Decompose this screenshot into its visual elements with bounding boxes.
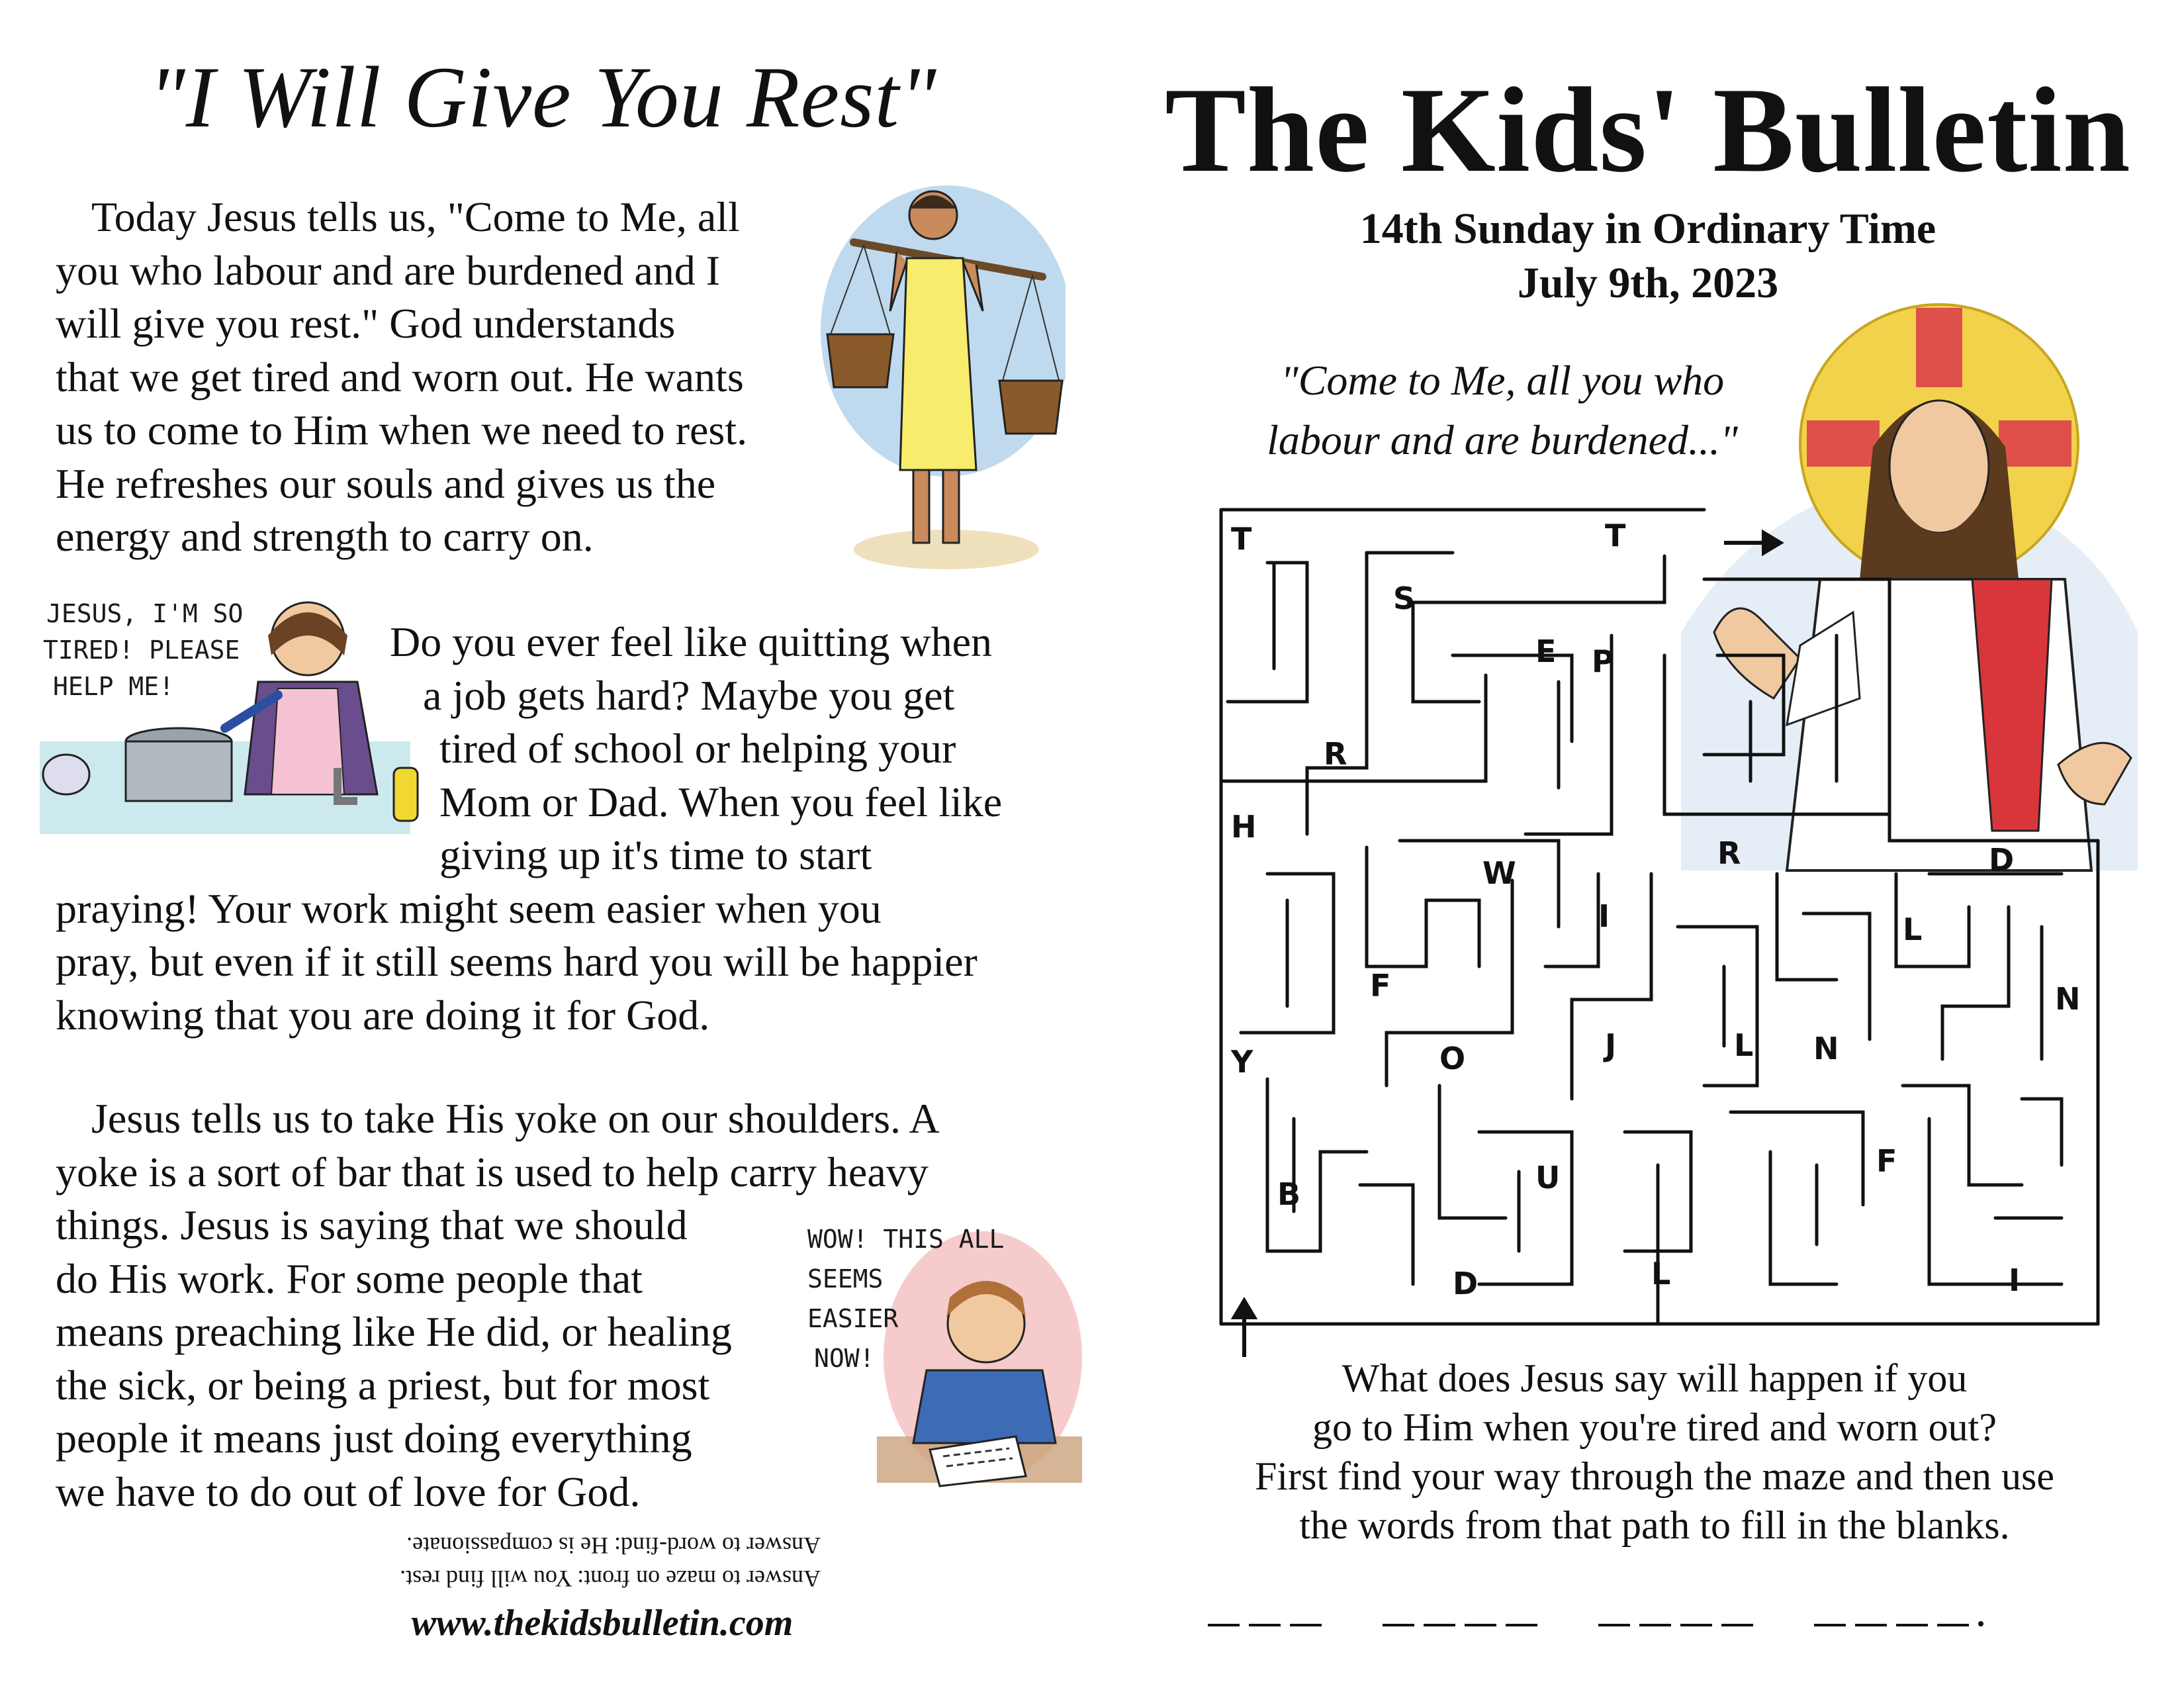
maze-letter: N (1813, 1031, 1839, 1066)
maze-puzzle[interactable] (1201, 503, 2115, 1364)
maze-letter: L (1903, 912, 1923, 947)
maze-letter: R (1324, 736, 1347, 772)
maze-letter: R (1717, 835, 1741, 871)
question-line: the words from that path to fill in the blanks. (1299, 1503, 2010, 1547)
answer-maze: Answer to maze on front: You will find rest. (400, 1566, 821, 1592)
quote-line: "Come to Me, all you who (1280, 357, 1725, 404)
text-line: Mom or Dad. When you feel like (439, 778, 1003, 825)
maze-letter: F (1370, 968, 1391, 1004)
bubble-line: TIRED! PLEASE (43, 635, 240, 665)
text-line: will give you rest." God understands (56, 300, 676, 347)
text-line: do His work. For some people that (56, 1254, 643, 1302)
maze-letter: L (1734, 1027, 1754, 1063)
maze-letter: D (1989, 842, 2015, 878)
text-line: tired of school or helping your (439, 725, 956, 772)
maze-letter: Y (1231, 1044, 1253, 1080)
website-link[interactable]: www.thekidsbulletin.com (411, 1603, 794, 1644)
text-line: a job gets hard? Maybe you get (423, 671, 955, 719)
bulletin-title: The Kids' Bulletin (1165, 62, 2131, 197)
text-line: we have to do out of love for God. (56, 1468, 641, 1515)
liturgical-day: 14th Sunday in Ordinary Time (1359, 205, 1936, 253)
maze-exit-arrow (1724, 533, 1780, 553)
maze-start-arrow (1234, 1301, 1254, 1357)
question-line: go to Him when you're tired and worn out? (1312, 1405, 1997, 1449)
maze-letter: D (1453, 1266, 1479, 1301)
text-line: yoke is a sort of bar that is used to help carry heavy (56, 1148, 929, 1196)
maze-letter: E (1535, 633, 1557, 669)
answer-blanks[interactable] (1201, 1585, 2128, 1652)
maze-letter: P (1592, 643, 1614, 679)
bulletin-date: July 9th, 2023 (1517, 259, 1779, 307)
sentence-period (1978, 1621, 1983, 1626)
maze-letter: T (1605, 518, 1626, 553)
text-line: us to come to Him when we need to rest. (56, 406, 748, 453)
left-page-title: "I Will Give You Rest" (148, 48, 937, 146)
text-line: means preaching like He did, or healing (56, 1308, 732, 1355)
text-line: pray, but even if it still seems hard you will be happier (56, 938, 978, 985)
text-line: things. Jesus is saying that we should (56, 1201, 688, 1248)
maze-letter: T (1231, 521, 1252, 557)
text-line: giving up it's time to start (439, 831, 872, 878)
maze-letter: I (1598, 898, 1610, 934)
bubble-line: HELP ME! (53, 672, 175, 701)
text-line: energy and strength to carry on. (56, 513, 594, 560)
maze-letter: O (1439, 1041, 1466, 1076)
bubble-line: EASIER (807, 1304, 899, 1333)
bubble-line: JESUS, I'M SO (46, 599, 244, 628)
dishwashing-girl-illustration (26, 576, 424, 867)
text-line: that we get tired and worn out. He wants (56, 353, 744, 400)
maze-letter: B (1277, 1176, 1301, 1212)
maze-letter: F (1876, 1143, 1897, 1179)
answer-word-find: Answer to word-find: He is compassionate. (406, 1532, 821, 1559)
maze-letter: H (1231, 809, 1257, 845)
maze-letter: I (2009, 1262, 2021, 1298)
maze-letter: J (1605, 1027, 1617, 1063)
text-line: Today Jesus tells us, "Come to Me, all (91, 193, 740, 240)
maze-question (1191, 1354, 2118, 1550)
text-line: Jesus tells us to take His yoke on our shoulders. A (91, 1095, 940, 1142)
upside-down-answers (318, 1529, 821, 1595)
text-line: you who labour and are burdened and I (56, 246, 721, 294)
text-line: Do you ever feel like quitting when (390, 618, 992, 665)
yoke-boy-illustration (814, 179, 1066, 576)
maze-letter: S (1393, 581, 1416, 616)
maze-letter: L (1651, 1256, 1671, 1291)
question-line: What does Jesus say will happen if you (1342, 1356, 1968, 1400)
homework-boy-illustration (804, 1218, 1082, 1489)
maze-walls (1221, 510, 2098, 1324)
quote-line: labour and are burdened..." (1267, 416, 1738, 463)
paragraph-rest (56, 191, 747, 564)
question-line: First find your way through the maze and then use (1254, 1454, 2055, 1498)
text-line: the sick, or being a priest, but for most (56, 1361, 710, 1409)
maze-letter: U (1535, 1160, 1561, 1196)
text-line: He refreshes our souls and gives us the (56, 459, 716, 507)
text-line: praying! Your work might seem easier when you (56, 884, 882, 932)
maze-letter: N (2055, 981, 2081, 1017)
text-line: people it means just doing everything (56, 1415, 692, 1462)
bubble-line: WOW! THIS ALL (807, 1225, 1005, 1254)
bubble-line: SEEMS (807, 1264, 884, 1293)
bubble-line: NOW! (814, 1344, 875, 1373)
text-line: knowing that you are doing it for God. (56, 991, 710, 1039)
maze-letter: W (1482, 855, 1516, 891)
